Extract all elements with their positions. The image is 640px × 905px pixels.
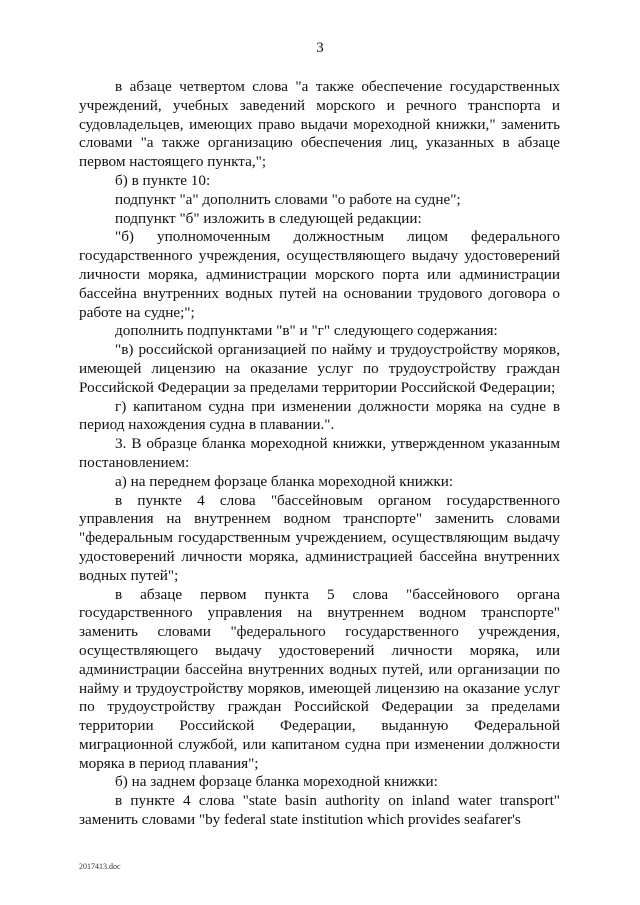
footer-file-name: 2017413.doc bbox=[79, 862, 121, 871]
paragraph: дополнить подпунктами "в" и "г" следующего содержания: bbox=[115, 322, 498, 340]
paragraph: подпункт "а" дополнить словами "о работе на судне"; bbox=[115, 190, 461, 208]
paragraph: г) капитаном судна при изменении должности моряка на судне в период нахождения судна в плавании.". bbox=[79, 397, 560, 434]
paragraph: подпункт "б" изложить в следующей редакции: bbox=[115, 209, 422, 227]
paragraph: "в) российской организацией по найму и трудоустройству моряков, имеющей лицензию на оказание услуг по трудоустройству граждан Российской Федерации за пределами территории Российской Федерации; bbox=[79, 341, 560, 396]
paragraph: в абзаце четвертом слова "а также обеспечение государственных учреждений, учебных заведений морского и речного транспорта и судовладельцев, имеющих право выдачи мореходной книжки," заменить словами "а также организацию обеспечения лиц, указанных в абзаце первом настоящего пункта,"; bbox=[79, 78, 560, 171]
paragraph: "б) уполномоченным должностным лицом федерального государственного учреждения, осуществляющего выдачу удостоверений личности моряка, администрации морского порта или администрации бассейна внутренних водных путей на основании трудового договора о работе на судне;"; bbox=[79, 228, 560, 321]
paragraph: в пункте 4 слова "бассейновым органом государственного управления на внутреннем водном транспорте" заменить словами "федеральным государственным учреждением, осуществляющим выдачу удостоверений личности моряка, администрацией бассейна внутренних водных путей"; bbox=[79, 491, 560, 584]
paragraph: а) на переднем форзаце бланка мореходной книжки: bbox=[115, 472, 454, 490]
document-body bbox=[79, 78, 560, 830]
page-number: 3 bbox=[316, 40, 324, 56]
paragraph: в пункте 4 слова "state basin authority on inland water transport" заменить словами "by federal state institution which provides seafarer's bbox=[79, 792, 560, 829]
paragraph: 3. В образце бланка мореходной книжки, утвержденном указанным постановлением: bbox=[79, 435, 560, 471]
paragraph: б) на заднем форзаце бланка мореходной книжки: bbox=[115, 773, 438, 791]
paragraph: б) в пункте 10: bbox=[115, 171, 211, 189]
paragraph: в абзаце первом пункта 5 слова "бассейнового органа государственного управления на внутреннем водном транспорте" заменить словами "федерального государственного учреждения, осуществляющего выдачу удостоверений личности моряка, или администрации бассейна внутренних водных путей, или организации по найму и трудоустройству моряков, имеющей лицензию на оказание услуг по трудоустройству граждан Российской Федерации за пределами территории Российской Федерации, выданную Федеральной миграционной службой, или капитаном судна при изменении должности моряка в период плавания"; bbox=[79, 585, 560, 772]
